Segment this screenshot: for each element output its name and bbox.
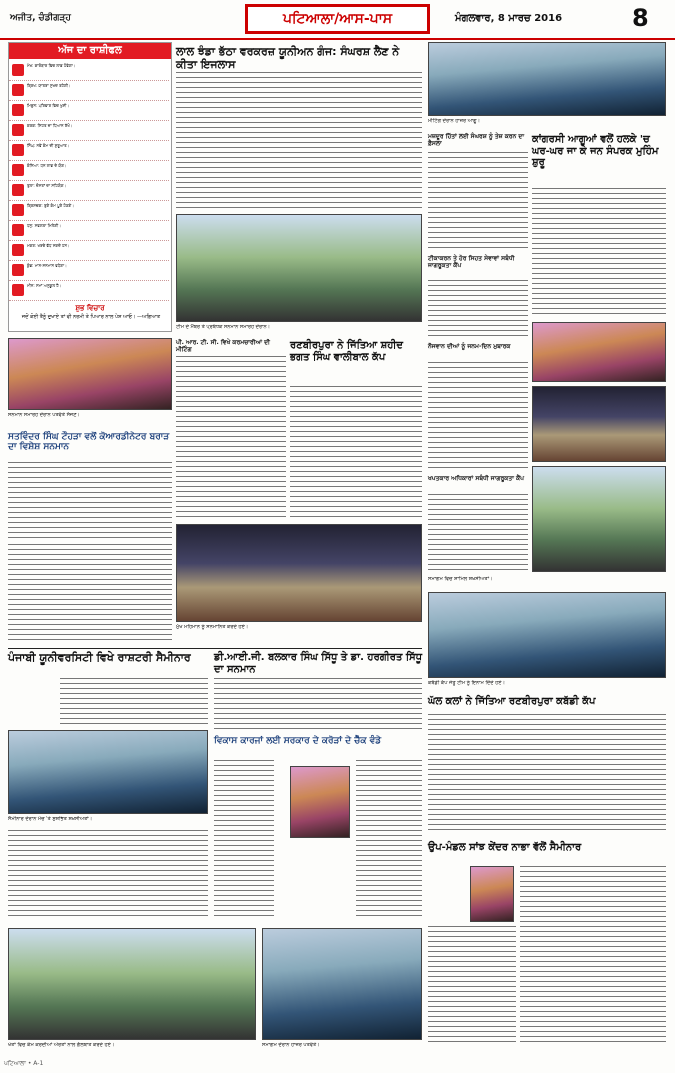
horoscope-title: ਅੱਜ ਦਾ ਰਾਸ਼ੀਫਲ [9, 43, 171, 59]
zodiac-icon [12, 144, 24, 156]
award-photo [176, 524, 422, 622]
list-item: ਮਕਰ: ਖਰਚੇ ਵੱਧ ਸਕਦੇ ਹਨ। [9, 241, 169, 261]
headline: ਟੀਕਾਕਰਨ ਤੇ ਹੋਰ ਸਿਹਤ ਸੇਵਾਵਾਂ ਸਬੰਧੀ ਜਾਗਰੂਕਤਾ ਕੈਂਪ [428, 255, 515, 269]
article-body [60, 678, 208, 728]
article-body [290, 386, 422, 520]
zodiac-icon [12, 204, 24, 216]
list-item: ਮੀਨ: ਸਮਾਂ ਅਨੁਕੂਲ ਹੈ। [9, 281, 169, 301]
cooking-photo [532, 386, 666, 462]
article-body [214, 678, 422, 730]
seminar-photo [8, 730, 208, 814]
zodiac-icon [12, 104, 24, 116]
quote-text: ਜਦੋਂ ਕੋਈ ਤੈਨੂੰ ਦੁਖਾਏ ਤਾਂ ਵੀ ਨਰਮੀ ਤੇ ਪਿਆਰ ਨਾਲ ਪੇਸ਼ ਆਓ। —ਅਗਿਆਤ [21, 314, 161, 320]
list-item: ਕੰਨਿਆ: ਧਨ ਲਾਭ ਦੇ ਯੋਗ। [9, 161, 169, 181]
zodiac-icon [12, 224, 24, 236]
edition-label: ਅਜੀਤ, ਚੰਡੀਗੜ੍ਹ [10, 13, 71, 23]
camp-photo [532, 322, 666, 382]
article-body [520, 866, 666, 1042]
photo-caption: ਮੀਟਿੰਗ ਦੌਰਾਨ ਹਾਜ਼ਰ ਆਗੂ। [428, 118, 480, 124]
list-item: ਕੁੰਭ: ਮਾਨ-ਸਨਮਾਨ ਵਧੇਗਾ। [9, 261, 169, 281]
article-body [428, 714, 666, 834]
zodiac-icon [12, 264, 24, 276]
headline: ਨੌਜਵਾਨ ਦੀਆਂ ਨੂੰ ਜਨਮ-ਦਿਨ ਮੁਬਾਰਕ [428, 343, 511, 350]
article-body [428, 362, 528, 472]
zodiac-icon [12, 64, 24, 76]
meeting-photo [428, 42, 666, 116]
headline: ਵਿਕਾਸ ਕਾਰਜਾਂ ਲਈ ਸਰਕਾਰ ਦੇ ਕਰੋੜਾਂ ਦੇ ਚੈੱਕ ਵੰਡੇ [214, 736, 382, 746]
headline: ਮਜ਼ਦੂਰ ਹਿੱਤਾਂ ਲਈ ਸੰਘਰਸ਼ ਨੂੰ ਤੇਜ਼ ਕਰਨ ਦਾ ਫ਼ੈਸਲਾ [428, 133, 525, 147]
article-body [8, 544, 172, 644]
article-body [356, 760, 422, 920]
section-title: ਪਟਿਆਲਾ/ਆਸ-ਪਾਸ [245, 4, 430, 34]
page-number: 8 [632, 4, 649, 32]
article-body [532, 188, 666, 318]
list-item: ਕਰਕ: ਸਿਹਤ ਦਾ ਧਿਆਨ ਰੱਖੋ। [9, 121, 169, 141]
zodiac-icon [12, 84, 24, 96]
gathering-photo [532, 466, 666, 572]
divider [8, 648, 422, 649]
event-photo [262, 928, 422, 1040]
horoscope-box [8, 42, 172, 332]
kabaddi-photo [428, 592, 666, 678]
list-item: ਤੁਲਾ: ਦੋਸਤਾਂ ਦਾ ਸਹਿਯੋਗ। [9, 181, 169, 201]
zodiac-icon [12, 244, 24, 256]
article-body [214, 760, 274, 920]
portrait-photo [290, 766, 350, 838]
photo-caption: ਟੀਮ ਦੇ ਮੈਂਬਰ ਤੇ ਪ੍ਰਬੰਧਕ ਸਨਮਾਨ ਸਮਾਰੋਹ ਦੌਰਾਨ। [176, 324, 271, 330]
photo-caption: ਮੁੱਖ ਮਹਿਮਾਨ ਨੂੰ ਸਨਮਾਨਿਤ ਕਰਦੇ ਹੋਏ। [176, 624, 249, 630]
quote-subtitle: ਸ਼ੁਭ ਵਿਚਾਰ [75, 304, 105, 312]
article-body [8, 830, 208, 918]
page-header [0, 0, 675, 40]
list-item: ਮੇਖ: ਕਾਰੋਬਾਰ ਵਿਚ ਲਾਭ ਹੋਵੇਗਾ। [9, 61, 169, 81]
photo-caption: ਖੇਤਾਂ ਵਿਚ ਕੰਮ ਕਰਦੀਆਂ ਔਰਤਾਂ ਨਾਲ ਗੱਲਬਾਤ ਕਰਦੇ ਹੋਏ। [8, 1042, 115, 1048]
photo-caption: ਕਬੱਡੀ ਕੱਪ ਜੇਤੂ ਟੀਮ ਨੂੰ ਇਨਾਮ ਦਿੰਦੇ ਹੋਏ। [428, 680, 505, 686]
zodiac-icon [12, 184, 24, 196]
article-body [428, 494, 528, 574]
footer-label: ਪਟਿਆਲਾ • A-1 [4, 1060, 44, 1067]
zodiac-icon [12, 164, 24, 176]
ceremony-photo [8, 338, 172, 410]
photo-caption: ਸਨਮਾਨ ਸਮਾਰੋਹ ਦੌਰਾਨ ਪਤਵੰਤੇ ਸੱਜਣ। [8, 412, 80, 418]
list-item: ਬ੍ਰਿਖ: ਯਾਤਰਾ ਸੁਖਦ ਰਹੇਗੀ। [9, 81, 169, 101]
page-date: ਮੰਗਲਵਾਰ, 8 ਮਾਰਚ 2016 [455, 13, 563, 24]
team-photo [176, 214, 422, 322]
headline: ਪੀ. ਆਰ. ਟੀ. ਸੀ. ਵਿਖੇ ਕਰਮਚਾਰੀਆਂ ਦੀ ਮੀਟਿੰਗ [176, 339, 270, 353]
headline: ਪੰਜਾਬੀ ਯੂਨੀਵਰਸਿਟੀ ਵਿਖੇ ਰਾਸ਼ਟਰੀ ਸੈਮੀਨਾਰ [8, 651, 191, 664]
article-body [8, 462, 172, 540]
article-body [428, 926, 516, 1042]
zodiac-icon [12, 124, 24, 136]
list-item: ਧਨੁ: ਸਫਲਤਾ ਮਿਲੇਗੀ। [9, 221, 169, 241]
headline: ਡੀ.ਆਈ.ਜੀ. ਬਲਕਾਰ ਸਿੰਘ ਸਿੱਧੂ ਤੇ ਡਾ. ਹਰਗੀਰਤ ਸਿੱਧੂ ਦਾ ਸਨਮਾਨ [214, 652, 423, 675]
list-item: ਸਿੰਘ: ਨਵੇਂ ਕੰਮ ਦੀ ਸ਼ੁਰੂਆਤ। [9, 141, 169, 161]
photo-caption: ਸਮਾਗਮ ਵਿਚ ਸ਼ਾਮਿਲ ਸ਼ਖ਼ਸੀਅਤਾਂ। [428, 576, 493, 582]
headline: ਘੱਲ ਕਲਾਂ ਨੇ ਜਿੱਤਿਆ ਰਣਬੀਰਪੁਰਾ ਕਬੱਡੀ ਕੱਪ [428, 696, 596, 707]
headline: ਲਾਲ ਝੰਡਾ ਭੱਠਾ ਵਰਕਰਜ਼ ਯੂਨੀਅਨ ਗੰਜ: ਸੰਘਰਸ਼ ਲੈਣ ਨੇ ਕੀਤਾ ਇਜਲਾਸ [176, 45, 400, 71]
zodiac-icon [12, 284, 24, 296]
article-body [428, 280, 528, 340]
article-body [176, 356, 286, 520]
list-item: ਮਿਥੁਨ: ਪਰਿਵਾਰ ਵਿਚ ਖੁਸ਼ੀ। [9, 101, 169, 121]
photo-caption: ਸਮਾਗਮ ਦੌਰਾਨ ਹਾਜ਼ਰ ਪਤਵੰਤੇ। [262, 1042, 320, 1048]
article-body [176, 72, 422, 212]
portrait-photo [470, 866, 514, 922]
list-item: ਬ੍ਰਿਸ਼ਚਕ: ਰੁਕੇ ਕੰਮ ਪੂਰੇ ਹੋਣਗੇ। [9, 201, 169, 221]
headline: ਖਪਤਕਾਰ ਅਧਿਕਾਰਾਂ ਸਬੰਧੀ ਜਾਗਰੂਕਤਾ ਕੈਂਪ [428, 475, 524, 482]
headline: ਸਤਵਿੰਦਰ ਸਿੰਘ ਟੌਹੜਾ ਵਲੋਂ ਕੋਆਰਡੀਨੇਟਰ ਬਰਾੜ ਦਾ ਵਿਸ਼ੇਸ਼ ਸਨਮਾਨ [8, 432, 170, 453]
headline: ਕਾਂਗਰਸੀ ਆਗੂਆਂ ਵਲੋਂ ਹਲਕੇ 'ਚ ਘਰ-ਘਰ ਜਾ ਕੇ ਜਨ ਸੰਪਰਕ ਮੁਹਿੰਮ ਸ਼ੁਰੂ [532, 134, 659, 168]
article-body [428, 152, 528, 252]
group-photo [8, 928, 256, 1040]
photo-caption: ਸੈਮੀਨਾਰ ਦੌਰਾਨ ਮੰਚ 'ਤੇ ਸੁਸ਼ੋਭਿਤ ਸ਼ਖ਼ਸੀਅਤਾਂ। [8, 816, 93, 822]
headline: ਰਣਬੀਰਪੁਰਾ ਨੇ ਜਿੱਤਿਆ ਸ਼ਹੀਦ ਭਗਤ ਸਿੰਘ ਵਾਲੀਬਾਲ ਕੱਪ [290, 340, 404, 363]
headline: ਉਪ-ਮੰਡਲ ਸਾਂਝ ਕੇਂਦਰ ਨਾਭਾ ਵੱਲੋਂ ਸੈਮੀਨਾਰ [428, 842, 582, 853]
